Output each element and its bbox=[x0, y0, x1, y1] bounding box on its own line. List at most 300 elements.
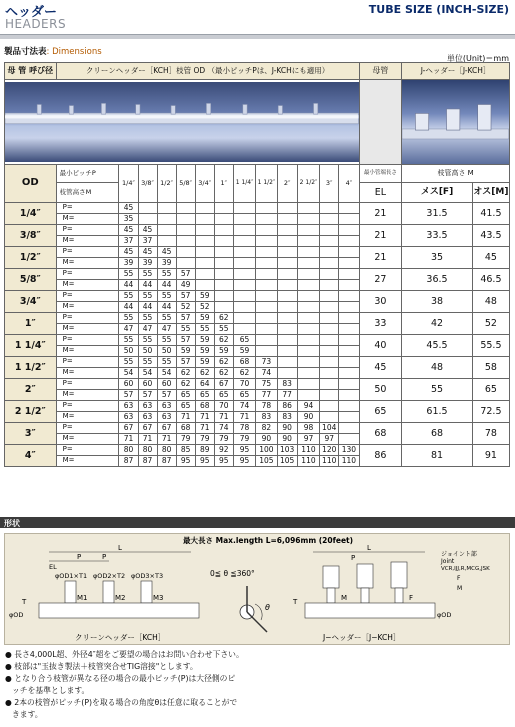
height-cell: 59 bbox=[233, 345, 255, 356]
dim-EL: EL bbox=[49, 563, 57, 571]
empty-cell bbox=[233, 323, 255, 334]
empty-cell bbox=[233, 246, 255, 257]
joint-M-label: M bbox=[457, 585, 463, 592]
pitch-cell: 80 bbox=[119, 444, 138, 455]
branch-size-8: 2″ bbox=[277, 164, 297, 202]
empty-cell bbox=[256, 312, 277, 323]
kch-caption: クリーンヘッダー［KCH］ bbox=[75, 633, 166, 642]
branch-size-6: 1 1/4″ bbox=[233, 164, 255, 202]
pitch-cell: 62 bbox=[214, 356, 233, 367]
pitch-cell: 90 bbox=[277, 422, 297, 433]
height-cell: 62 bbox=[195, 367, 214, 378]
height-cell: 39 bbox=[138, 257, 157, 268]
height-cell: 59 bbox=[176, 345, 195, 356]
height-cell: 77 bbox=[256, 389, 277, 400]
row-osu-10: 78 bbox=[472, 422, 509, 444]
height-cell: 71 bbox=[176, 411, 195, 422]
empty-cell bbox=[320, 334, 339, 345]
empty-cell bbox=[233, 235, 255, 246]
height-cell: 79 bbox=[195, 433, 214, 444]
height-cell: 63 bbox=[119, 411, 138, 422]
height-cell: 63 bbox=[157, 411, 176, 422]
row-osu-8: 65 bbox=[472, 378, 509, 400]
pitch-cell: 59 bbox=[195, 290, 214, 301]
height-cell: 57 bbox=[157, 389, 176, 400]
empty-cell bbox=[297, 246, 319, 257]
pitch-cell: 74 bbox=[233, 400, 255, 411]
dim-M1: M1 bbox=[77, 594, 88, 602]
joint-label-en: Joint bbox=[441, 558, 455, 565]
empty-cell bbox=[320, 235, 339, 246]
height-cell: 65 bbox=[195, 389, 214, 400]
branch-3 bbox=[141, 581, 152, 603]
mother-tube-blank bbox=[359, 80, 402, 165]
row-el-6: 40 bbox=[359, 334, 402, 356]
empty-cell bbox=[297, 202, 319, 213]
empty-cell bbox=[320, 345, 339, 356]
row-od-1: 3/8″ bbox=[5, 224, 57, 246]
pitch-cell: 67 bbox=[214, 378, 233, 389]
empty-cell bbox=[277, 301, 297, 312]
joint-types: VCR,IJJ,R,MCG,JSK bbox=[441, 566, 490, 572]
branch-size-5: 1″ bbox=[214, 164, 233, 202]
row-osu-0: 41.5 bbox=[472, 202, 509, 224]
pitch-cell: 55 bbox=[157, 290, 176, 301]
empty-cell bbox=[233, 312, 255, 323]
note-1: ● 長さ4,000L超、外径4″超をご要望の場合はお問い合わせ下さい。 bbox=[5, 650, 244, 659]
height-cell: 90 bbox=[297, 411, 319, 422]
height-cell: 87 bbox=[138, 455, 157, 466]
pitch-cell: 59 bbox=[195, 334, 214, 345]
height-cell: 83 bbox=[277, 411, 297, 422]
height-cell: 74 bbox=[256, 367, 277, 378]
empty-cell bbox=[195, 279, 214, 290]
empty-cell bbox=[339, 312, 359, 323]
pitch-cell: 120 bbox=[320, 444, 339, 455]
empty-cell bbox=[233, 224, 255, 235]
branch-height-m-header: 枝管高さ M bbox=[402, 164, 510, 182]
row-el-2: 21 bbox=[359, 246, 402, 268]
empty-cell bbox=[256, 213, 277, 224]
empty-cell bbox=[297, 378, 319, 389]
nominal-size-header: 母 管 呼び径 bbox=[5, 63, 57, 80]
height-cell: 44 bbox=[157, 279, 176, 290]
dim-od-right: φOD bbox=[437, 611, 452, 619]
height-cell: 44 bbox=[138, 279, 157, 290]
jheader-title: J-ヘッダー［J-KCH］ bbox=[402, 63, 510, 80]
height-cell: 97 bbox=[297, 433, 319, 444]
pitch-cell: 45 bbox=[157, 246, 176, 257]
jheader-product-photo bbox=[402, 80, 509, 164]
height-cell: 65 bbox=[214, 389, 233, 400]
header-rule bbox=[0, 34, 515, 39]
dim-od-left: φOD bbox=[9, 611, 24, 619]
height-cell: 83 bbox=[256, 411, 277, 422]
empty-cell bbox=[320, 367, 339, 378]
empty-cell bbox=[339, 279, 359, 290]
pitch-cell: 57 bbox=[176, 334, 195, 345]
page-subtitle: HEADERS bbox=[5, 17, 67, 31]
pitch-cell: 45 bbox=[119, 246, 138, 257]
height-cell: 77 bbox=[277, 389, 297, 400]
pitch-cell: 67 bbox=[138, 422, 157, 433]
dim-P-right: P bbox=[351, 554, 356, 562]
empty-cell bbox=[176, 246, 195, 257]
empty-cell bbox=[320, 290, 339, 301]
height-cell: 110 bbox=[297, 455, 319, 466]
height-cell: 95 bbox=[233, 455, 255, 466]
empty-cell bbox=[320, 356, 339, 367]
height-cell: 63 bbox=[138, 411, 157, 422]
row-el-7: 45 bbox=[359, 356, 402, 378]
branch-size-7: 1 1/2″ bbox=[256, 164, 277, 202]
row-osu-9: 72.5 bbox=[472, 400, 509, 422]
empty-cell bbox=[339, 378, 359, 389]
empty-cell bbox=[297, 235, 319, 246]
empty-cell bbox=[256, 246, 277, 257]
pitch-cell: 110 bbox=[297, 444, 319, 455]
jkch-caption: J−ヘッダー［J−KCH］ bbox=[323, 633, 401, 642]
empty-cell bbox=[297, 268, 319, 279]
dimensions-label bbox=[4, 45, 102, 57]
empty-cell bbox=[233, 268, 255, 279]
empty-cell bbox=[339, 334, 359, 345]
dim-od2: φOD2×T2 bbox=[93, 572, 126, 580]
height-cell: 87 bbox=[157, 455, 176, 466]
pitch-cell: 68 bbox=[195, 400, 214, 411]
p-label: P= bbox=[56, 444, 119, 455]
jheader-photo-cell bbox=[402, 80, 510, 165]
row-osu-1: 43.5 bbox=[472, 224, 509, 246]
row-el-9: 65 bbox=[359, 400, 402, 422]
empty-cell bbox=[339, 268, 359, 279]
empty-cell bbox=[277, 367, 297, 378]
empty-cell bbox=[297, 389, 319, 400]
height-cell: 39 bbox=[157, 257, 176, 268]
empty-cell bbox=[157, 235, 176, 246]
p-label: P= bbox=[56, 378, 119, 389]
pitch-cell: 57 bbox=[176, 268, 195, 279]
empty-cell bbox=[256, 268, 277, 279]
height-cell: 71 bbox=[195, 411, 214, 422]
height-cell: 54 bbox=[157, 367, 176, 378]
empty-cell bbox=[256, 290, 277, 301]
jbranch-3 bbox=[395, 588, 403, 603]
row-el-1: 21 bbox=[359, 224, 402, 246]
row-od-2: 1/2″ bbox=[5, 246, 57, 268]
empty-cell bbox=[297, 334, 319, 345]
empty-cell bbox=[339, 400, 359, 411]
row-mes-1: 33.5 bbox=[402, 224, 473, 246]
height-cell: 79 bbox=[176, 433, 195, 444]
empty-cell bbox=[157, 213, 176, 224]
jheader-illustration bbox=[402, 80, 509, 162]
height-cell: 65 bbox=[233, 389, 255, 400]
height-cell: 105 bbox=[256, 455, 277, 466]
pitch-cell: 55 bbox=[138, 290, 157, 301]
row-osu-6: 55.5 bbox=[472, 334, 509, 356]
empty-cell bbox=[339, 246, 359, 257]
branch-size-3: 5/8″ bbox=[176, 164, 195, 202]
mother-tube-header: 母管 bbox=[359, 63, 402, 80]
empty-cell bbox=[277, 290, 297, 301]
branch-size-2: 1/2″ bbox=[157, 164, 176, 202]
height-cell: 44 bbox=[157, 301, 176, 312]
dim-P-left-1: P bbox=[77, 553, 82, 561]
pitch-cell: 55 bbox=[138, 312, 157, 323]
height-cell: 44 bbox=[119, 279, 138, 290]
height-cell: 90 bbox=[277, 433, 297, 444]
empty-cell bbox=[277, 356, 297, 367]
note-2: ● 枝部は"玉抜き製法＋枝管突合せTIG溶接"とします。 bbox=[5, 662, 198, 671]
height-cell: 71 bbox=[119, 433, 138, 444]
pitch-cell: 57 bbox=[176, 290, 195, 301]
row-el-3: 27 bbox=[359, 268, 402, 290]
empty-cell bbox=[233, 279, 255, 290]
row-mes-2: 35 bbox=[402, 246, 473, 268]
empty-cell bbox=[339, 356, 359, 367]
row-mes-4: 38 bbox=[402, 290, 473, 312]
pitch-cell: 45 bbox=[138, 246, 157, 257]
dim-T-left: T bbox=[22, 598, 27, 606]
empty-cell bbox=[277, 345, 297, 356]
height-cell: 52 bbox=[176, 301, 195, 312]
m-label: M= bbox=[56, 279, 119, 290]
row-osu-3: 46.5 bbox=[472, 268, 509, 290]
pitch-cell: 70 bbox=[214, 400, 233, 411]
empty-cell bbox=[214, 235, 233, 246]
pitch-cell: 55 bbox=[138, 334, 157, 345]
empty-cell bbox=[339, 213, 359, 224]
shape-section-label: 形状 bbox=[4, 519, 20, 528]
jbranch-2 bbox=[361, 588, 369, 603]
height-cell: 44 bbox=[138, 301, 157, 312]
empty-cell bbox=[233, 257, 255, 268]
pitch-cell: 86 bbox=[277, 400, 297, 411]
pitch-cell: 68 bbox=[176, 422, 195, 433]
pitch-cell: 70 bbox=[233, 378, 255, 389]
dim-T-right: T bbox=[293, 598, 298, 606]
height-cell: 71 bbox=[157, 433, 176, 444]
joint-F-label: F bbox=[457, 575, 461, 582]
height-cell: 65 bbox=[176, 389, 195, 400]
m-label: M= bbox=[56, 411, 119, 422]
kch-main-pipe bbox=[39, 603, 199, 618]
empty-cell bbox=[297, 345, 319, 356]
empty-cell bbox=[157, 202, 176, 213]
pitch-cell: 57 bbox=[176, 312, 195, 323]
empty-cell bbox=[256, 301, 277, 312]
branch-size-11: 4″ bbox=[339, 164, 359, 202]
kch-product-photo bbox=[5, 82, 359, 163]
empty-cell bbox=[297, 224, 319, 235]
empty-cell bbox=[214, 213, 233, 224]
empty-cell bbox=[339, 257, 359, 268]
height-cell: 49 bbox=[176, 279, 195, 290]
empty-cell bbox=[339, 345, 359, 356]
pitch-cell: 89 bbox=[195, 444, 214, 455]
pitch-cell: 62 bbox=[214, 334, 233, 345]
height-cell: 54 bbox=[138, 367, 157, 378]
branch-size-9: 2 1/2″ bbox=[297, 164, 319, 202]
shape-diagram-svg bbox=[5, 534, 511, 646]
empty-cell bbox=[320, 323, 339, 334]
row-el-8: 50 bbox=[359, 378, 402, 400]
empty-cell bbox=[320, 224, 339, 235]
height-cell: 62 bbox=[233, 367, 255, 378]
pitch-cell: 55 bbox=[138, 268, 157, 279]
pitch-cell: 63 bbox=[157, 400, 176, 411]
row-mes-5: 42 bbox=[402, 312, 473, 334]
pitch-cell: 60 bbox=[138, 378, 157, 389]
dimension-table bbox=[4, 62, 510, 467]
pitch-cell: 45 bbox=[119, 202, 138, 213]
empty-cell bbox=[320, 301, 339, 312]
height-cell: 55 bbox=[214, 323, 233, 334]
empty-cell bbox=[195, 213, 214, 224]
kch-title: クリーンヘッダー［KCH］枝管 OD （最小ピッチPは、J-KCHにも適用） bbox=[56, 63, 359, 80]
empty-cell bbox=[214, 246, 233, 257]
pitch-cell: 55 bbox=[157, 268, 176, 279]
row-el-5: 33 bbox=[359, 312, 402, 334]
pitch-cell: 55 bbox=[119, 334, 138, 345]
empty-cell bbox=[339, 367, 359, 378]
empty-cell bbox=[256, 323, 277, 334]
joint-1 bbox=[323, 566, 339, 588]
empty-cell bbox=[277, 323, 297, 334]
p-label: P= bbox=[56, 202, 119, 213]
mes-header: メス[F] bbox=[402, 182, 473, 202]
dim-P-left-2: P bbox=[102, 553, 107, 561]
height-cell: 57 bbox=[119, 389, 138, 400]
note-4-cont: きます。 bbox=[12, 710, 43, 719]
pitch-cell: 59 bbox=[195, 312, 214, 323]
row-mes-7: 48 bbox=[402, 356, 473, 378]
height-cell: 105 bbox=[277, 455, 297, 466]
pitch-cell: 55 bbox=[119, 268, 138, 279]
empty-cell bbox=[297, 290, 319, 301]
dim-M-right: M bbox=[341, 594, 348, 602]
empty-cell bbox=[320, 378, 339, 389]
empty-cell bbox=[277, 279, 297, 290]
empty-cell bbox=[339, 235, 359, 246]
branch-size-10: 3″ bbox=[320, 164, 339, 202]
jkch-main-pipe bbox=[305, 603, 435, 618]
row-od-6: 1 1/4″ bbox=[5, 334, 57, 356]
empty-cell bbox=[339, 411, 359, 422]
empty-cell bbox=[277, 312, 297, 323]
pitch-cell: 45 bbox=[119, 224, 138, 235]
empty-cell bbox=[176, 213, 195, 224]
empty-cell bbox=[320, 268, 339, 279]
empty-cell bbox=[277, 235, 297, 246]
joint-3 bbox=[391, 562, 407, 588]
empty-cell bbox=[176, 257, 195, 268]
row-osu-2: 45 bbox=[472, 246, 509, 268]
branch-size-4: 3/4″ bbox=[195, 164, 214, 202]
m-label: M= bbox=[56, 433, 119, 444]
empty-cell bbox=[214, 290, 233, 301]
empty-cell bbox=[339, 224, 359, 235]
row-el-0: 21 bbox=[359, 202, 402, 224]
empty-cell bbox=[157, 224, 176, 235]
pitch-cell: 100 bbox=[256, 444, 277, 455]
empty-cell bbox=[214, 202, 233, 213]
pitch-cell: 78 bbox=[233, 422, 255, 433]
empty-cell bbox=[320, 213, 339, 224]
pitch-cell: 71 bbox=[195, 422, 214, 433]
height-cell: 110 bbox=[320, 455, 339, 466]
pitch-cell: 80 bbox=[157, 444, 176, 455]
empty-cell bbox=[195, 257, 214, 268]
m-label: M= bbox=[56, 389, 119, 400]
pitch-cell: 67 bbox=[157, 422, 176, 433]
shape-diagram bbox=[4, 533, 510, 645]
height-cell: 57 bbox=[138, 389, 157, 400]
m-label: M= bbox=[56, 301, 119, 312]
empty-cell bbox=[214, 224, 233, 235]
empty-cell bbox=[339, 202, 359, 213]
row-od-4: 3/4″ bbox=[5, 290, 57, 312]
pitch-cell: 45 bbox=[138, 224, 157, 235]
empty-cell bbox=[297, 301, 319, 312]
height-cell: 79 bbox=[233, 433, 255, 444]
row-mes-3: 36.5 bbox=[402, 268, 473, 290]
branch-1 bbox=[65, 581, 76, 603]
empty-cell bbox=[214, 268, 233, 279]
unit-label: 単位(Unit)＝mm bbox=[446, 54, 509, 63]
m-label: M= bbox=[56, 213, 119, 224]
branch-height-header: 枝管高さM bbox=[56, 182, 119, 202]
height-cell: 62 bbox=[214, 367, 233, 378]
p-label: P= bbox=[56, 356, 119, 367]
empty-cell bbox=[214, 301, 233, 312]
p-label: P= bbox=[56, 246, 119, 257]
empty-cell bbox=[320, 400, 339, 411]
dimensions-label-en: : Dimensions bbox=[46, 47, 102, 57]
m-label: M= bbox=[56, 257, 119, 268]
od-header: OD bbox=[5, 164, 57, 202]
pitch-cell: 80 bbox=[138, 444, 157, 455]
pitch-cell: 57 bbox=[176, 356, 195, 367]
height-cell: 52 bbox=[195, 301, 214, 312]
min-end-length-header: 最小管端長さ bbox=[359, 164, 402, 182]
el-header: EL bbox=[359, 182, 402, 202]
height-cell: 35 bbox=[119, 213, 138, 224]
page-title: ヘッダー bbox=[5, 5, 58, 20]
empty-cell bbox=[297, 367, 319, 378]
empty-cell bbox=[256, 224, 277, 235]
pitch-cell: 55 bbox=[157, 312, 176, 323]
p-label: P= bbox=[56, 422, 119, 433]
row-mes-9: 61.5 bbox=[402, 400, 473, 422]
empty-cell bbox=[297, 323, 319, 334]
empty-cell bbox=[320, 279, 339, 290]
pitch-cell: 83 bbox=[277, 378, 297, 389]
p-label: P= bbox=[56, 268, 119, 279]
shape-section-bar bbox=[0, 517, 515, 528]
row-osu-11: 91 bbox=[472, 444, 509, 466]
row-od-0: 1/4″ bbox=[5, 202, 57, 224]
branch-size-0: 1/4″ bbox=[119, 164, 138, 202]
pitch-cell: 94 bbox=[297, 400, 319, 411]
height-cell: 59 bbox=[195, 345, 214, 356]
empty-cell bbox=[195, 202, 214, 213]
empty-cell bbox=[320, 389, 339, 400]
height-cell: 50 bbox=[157, 345, 176, 356]
height-cell: 97 bbox=[320, 433, 339, 444]
row-el-4: 30 bbox=[359, 290, 402, 312]
